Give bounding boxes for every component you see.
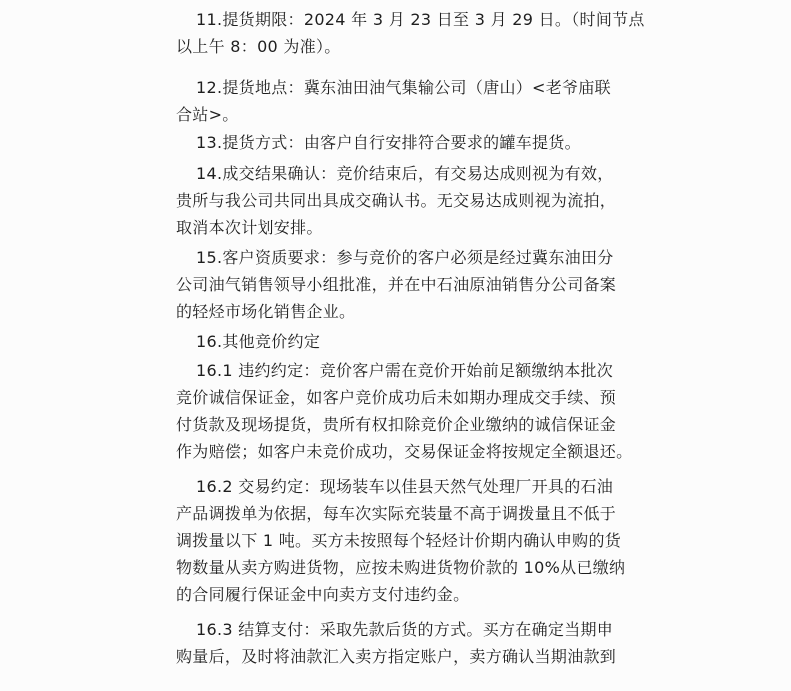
text-line: 15.客户资质要求：参与竞价的客户必须是经过冀东油田分 [196, 248, 614, 267]
text-line: 公司油气销售领导小组批准，并在中石油原油销售分公司备案 [176, 275, 617, 294]
text-line: 取消本次计划安排。 [176, 218, 323, 237]
text-line: 的轻烃市场化销售企业。 [176, 302, 356, 321]
text-line: 购量后，及时将油款汇入卖方指定账户，卖方确认当期油款到 [176, 647, 617, 666]
clause-13-pickup-method [176, 129, 626, 156]
text-line: 产品调拨单为依据，每车次实际充装量不高于调拨量且不低于 [176, 504, 617, 523]
text-line: 13.提货方式：由客户自行安排符合要求的罐车提货。 [196, 133, 581, 152]
text-line: 16.3 结算支付：采取先款后货的方式。买方在确定当期申 [196, 620, 614, 639]
text-line: 16.2 交易约定：现场装车以佳县天然气处理厂开具的石油 [196, 477, 614, 496]
text-line: 竞价诚信保证金，如客户竞价成功后未如期办理成交手续、预 [176, 388, 617, 407]
clause-16-3-settlement [176, 616, 626, 670]
text-line: 11.提货期限：2024 年 3 月 23 日至 3 月 29 日。（时间节点 [196, 10, 645, 29]
text-line: 物数量从卖方购进货物，应按未购进货物价款的 10%从已缴纳 [176, 558, 626, 577]
text-line: 合站>。 [176, 105, 239, 124]
text-line: 12.提货地点：冀东油田油气集输公司（唐山）<老爷庙联 [196, 78, 611, 97]
text-line: 以上午 8：00 为准）。 [176, 37, 341, 56]
text-line: 贵所与我公司共同出具成交确认书。无交易达成则视为流拍， [176, 191, 617, 210]
clause-16-heading [176, 328, 626, 355]
text-line: 的合同履行保证金中向卖方支付违约金。 [176, 585, 470, 604]
text-line: 调拨量以下 1 吨。买方未按照每个轻烃计价期内确认申购的货 [176, 531, 622, 550]
section-heading: 16.其他竞价约定 [196, 332, 321, 351]
text-line: 付货款及现场提货，贵所有权扣除竞价企业缴纳的诚信保证金 [176, 415, 617, 434]
text-line: 16.1 违约约定：竞价客户需在竞价开始前足额缴纳本批次 [196, 361, 614, 380]
clause-11-pickup-period [176, 6, 645, 60]
text-line: 作为赔偿；如客户未竞价成功，交易保证金将按规定全额退还。 [176, 442, 633, 461]
clause-15-customer-qualification [176, 244, 626, 325]
clause-12-pickup-location [176, 74, 626, 128]
clause-16-1-default [176, 357, 633, 465]
text-line: 14.成交结果确认：竞价结束后，有交易达成则视为有效， [196, 164, 614, 183]
clause-16-2-transaction [176, 473, 626, 608]
clause-14-result-confirmation [176, 160, 626, 241]
